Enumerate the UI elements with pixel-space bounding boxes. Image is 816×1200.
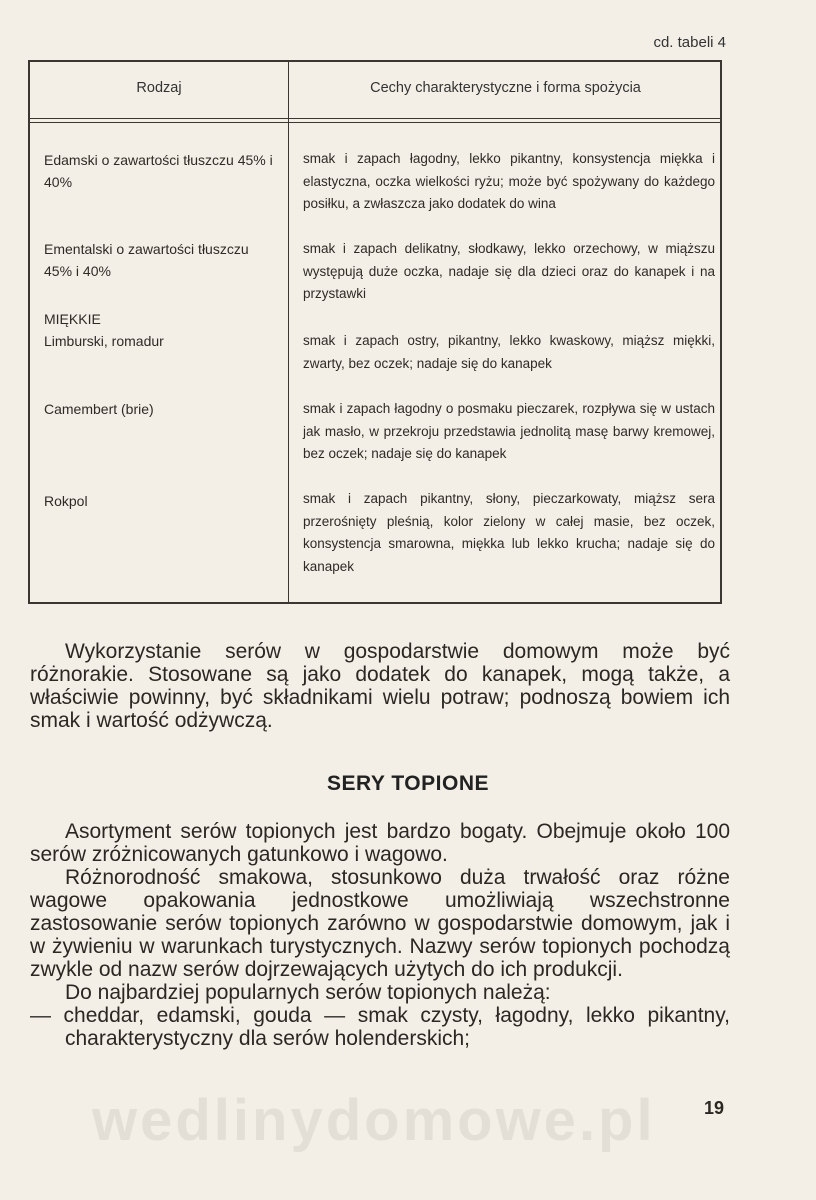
header-kind: Rodzaj (136, 80, 182, 96)
row-desc-edamski: smak i zapach łagodny, lekko pikantny, konsystencja miękka i elastyczna, oczka wielkości ryżu; może być spożywany do każdego posiłku, a zwłaszcza jako dodatek do wina (303, 151, 715, 211)
row-desc-limburski: smak i zapach ostry, pikantny, lekko kwaskowy, miąższ miękki, zwarty, bez oczek; nadaje się do kanapek (303, 333, 715, 371)
row-desc-rokpol: smak i zapach pikantny, słony, pieczarkowaty, miąższ sera przerośnięty pleśnią, kolor zielony w całej masie, bez oczek, konsystencja smarowna, miękka lub lekko krucha; nadaje się do kanapek (303, 491, 715, 574)
page-number: 19 (703, 1098, 724, 1118)
list-item: — cheddar, edamski, gouda — smak czysty, łagodny, lekko pikantny, charakterystyczny dla serów holenderskich; (30, 1004, 730, 1050)
column-divider (288, 62, 289, 602)
watermark: wedlinydomowe.pl (92, 1088, 656, 1153)
section-paragraph: Różnorodność smakowa, stosunkowo duża trwałość oraz różne wagowe opakowania jednostkowe umożliwiają wszechstronne zastosowanie serów topionych zarówno w gospodarstwie domowym, jak i w żywieniu w warunkach turystycznych. Nazwy serów topionych pochodzą zwykle od nazw serów dojrzewających użytych do ich produkcji. (30, 866, 730, 981)
row-kind-edamski: Edamski o zawartości tłuszczu 45% i 40% (44, 152, 273, 190)
section-paragraph: Asortyment serów topionych jest bardzo bogaty. Obejmuje około 100 serów zróżnicowanych gatunkowo i wagowo. (30, 820, 730, 866)
section-label-miekkie: MIĘKKIE (44, 311, 101, 327)
cheese-table (28, 60, 722, 604)
header-divider (30, 118, 720, 119)
row-desc-ementalski: smak i zapach delikatny, słodkawy, lekko orzechowy, w miąższu występują duże oczka, nadaje się dla dzieci oraz do kanapek i na przystawki (303, 241, 715, 301)
header-description: Cechy charakterystyczne i forma spożycia (370, 80, 641, 96)
table-continuation-label: cd. tabeli 4 (653, 34, 726, 51)
section-paragraph: Do najbardziej popularnych serów topionych należą: (65, 981, 551, 1004)
row-desc-camembert: smak i zapach łagodny o posmaku pieczarek, rozpływa się w ustach jak masło, w przekroju przedstawia jednolitą masę barwy kremowej, bez oczek; nadaje się do kanapek (303, 401, 715, 461)
section-body (30, 820, 730, 1050)
section-heading: SERY TOPIONE (327, 772, 489, 795)
row-kind-ementalski: Ementalski o zawartości tłuszczu 45% i 40% (44, 241, 249, 279)
intro-paragraph: Wykorzystanie serów w gospodarstwie domowym może być różnorakie. Stosowane są jako dodatek do kanapek, mogą także, a właściwie powinny, być składnikami wielu potraw; podnoszą bowiem ich smak i wartość odżywczą. (30, 640, 730, 732)
row-kind-camembert: Camembert (brie) (44, 401, 154, 417)
header-divider-double (30, 122, 720, 123)
row-kind-limburski: Limburski, romadur (44, 333, 164, 349)
row-kind-rokpol: Rokpol (44, 493, 88, 509)
intro-paragraph-block (30, 640, 730, 732)
